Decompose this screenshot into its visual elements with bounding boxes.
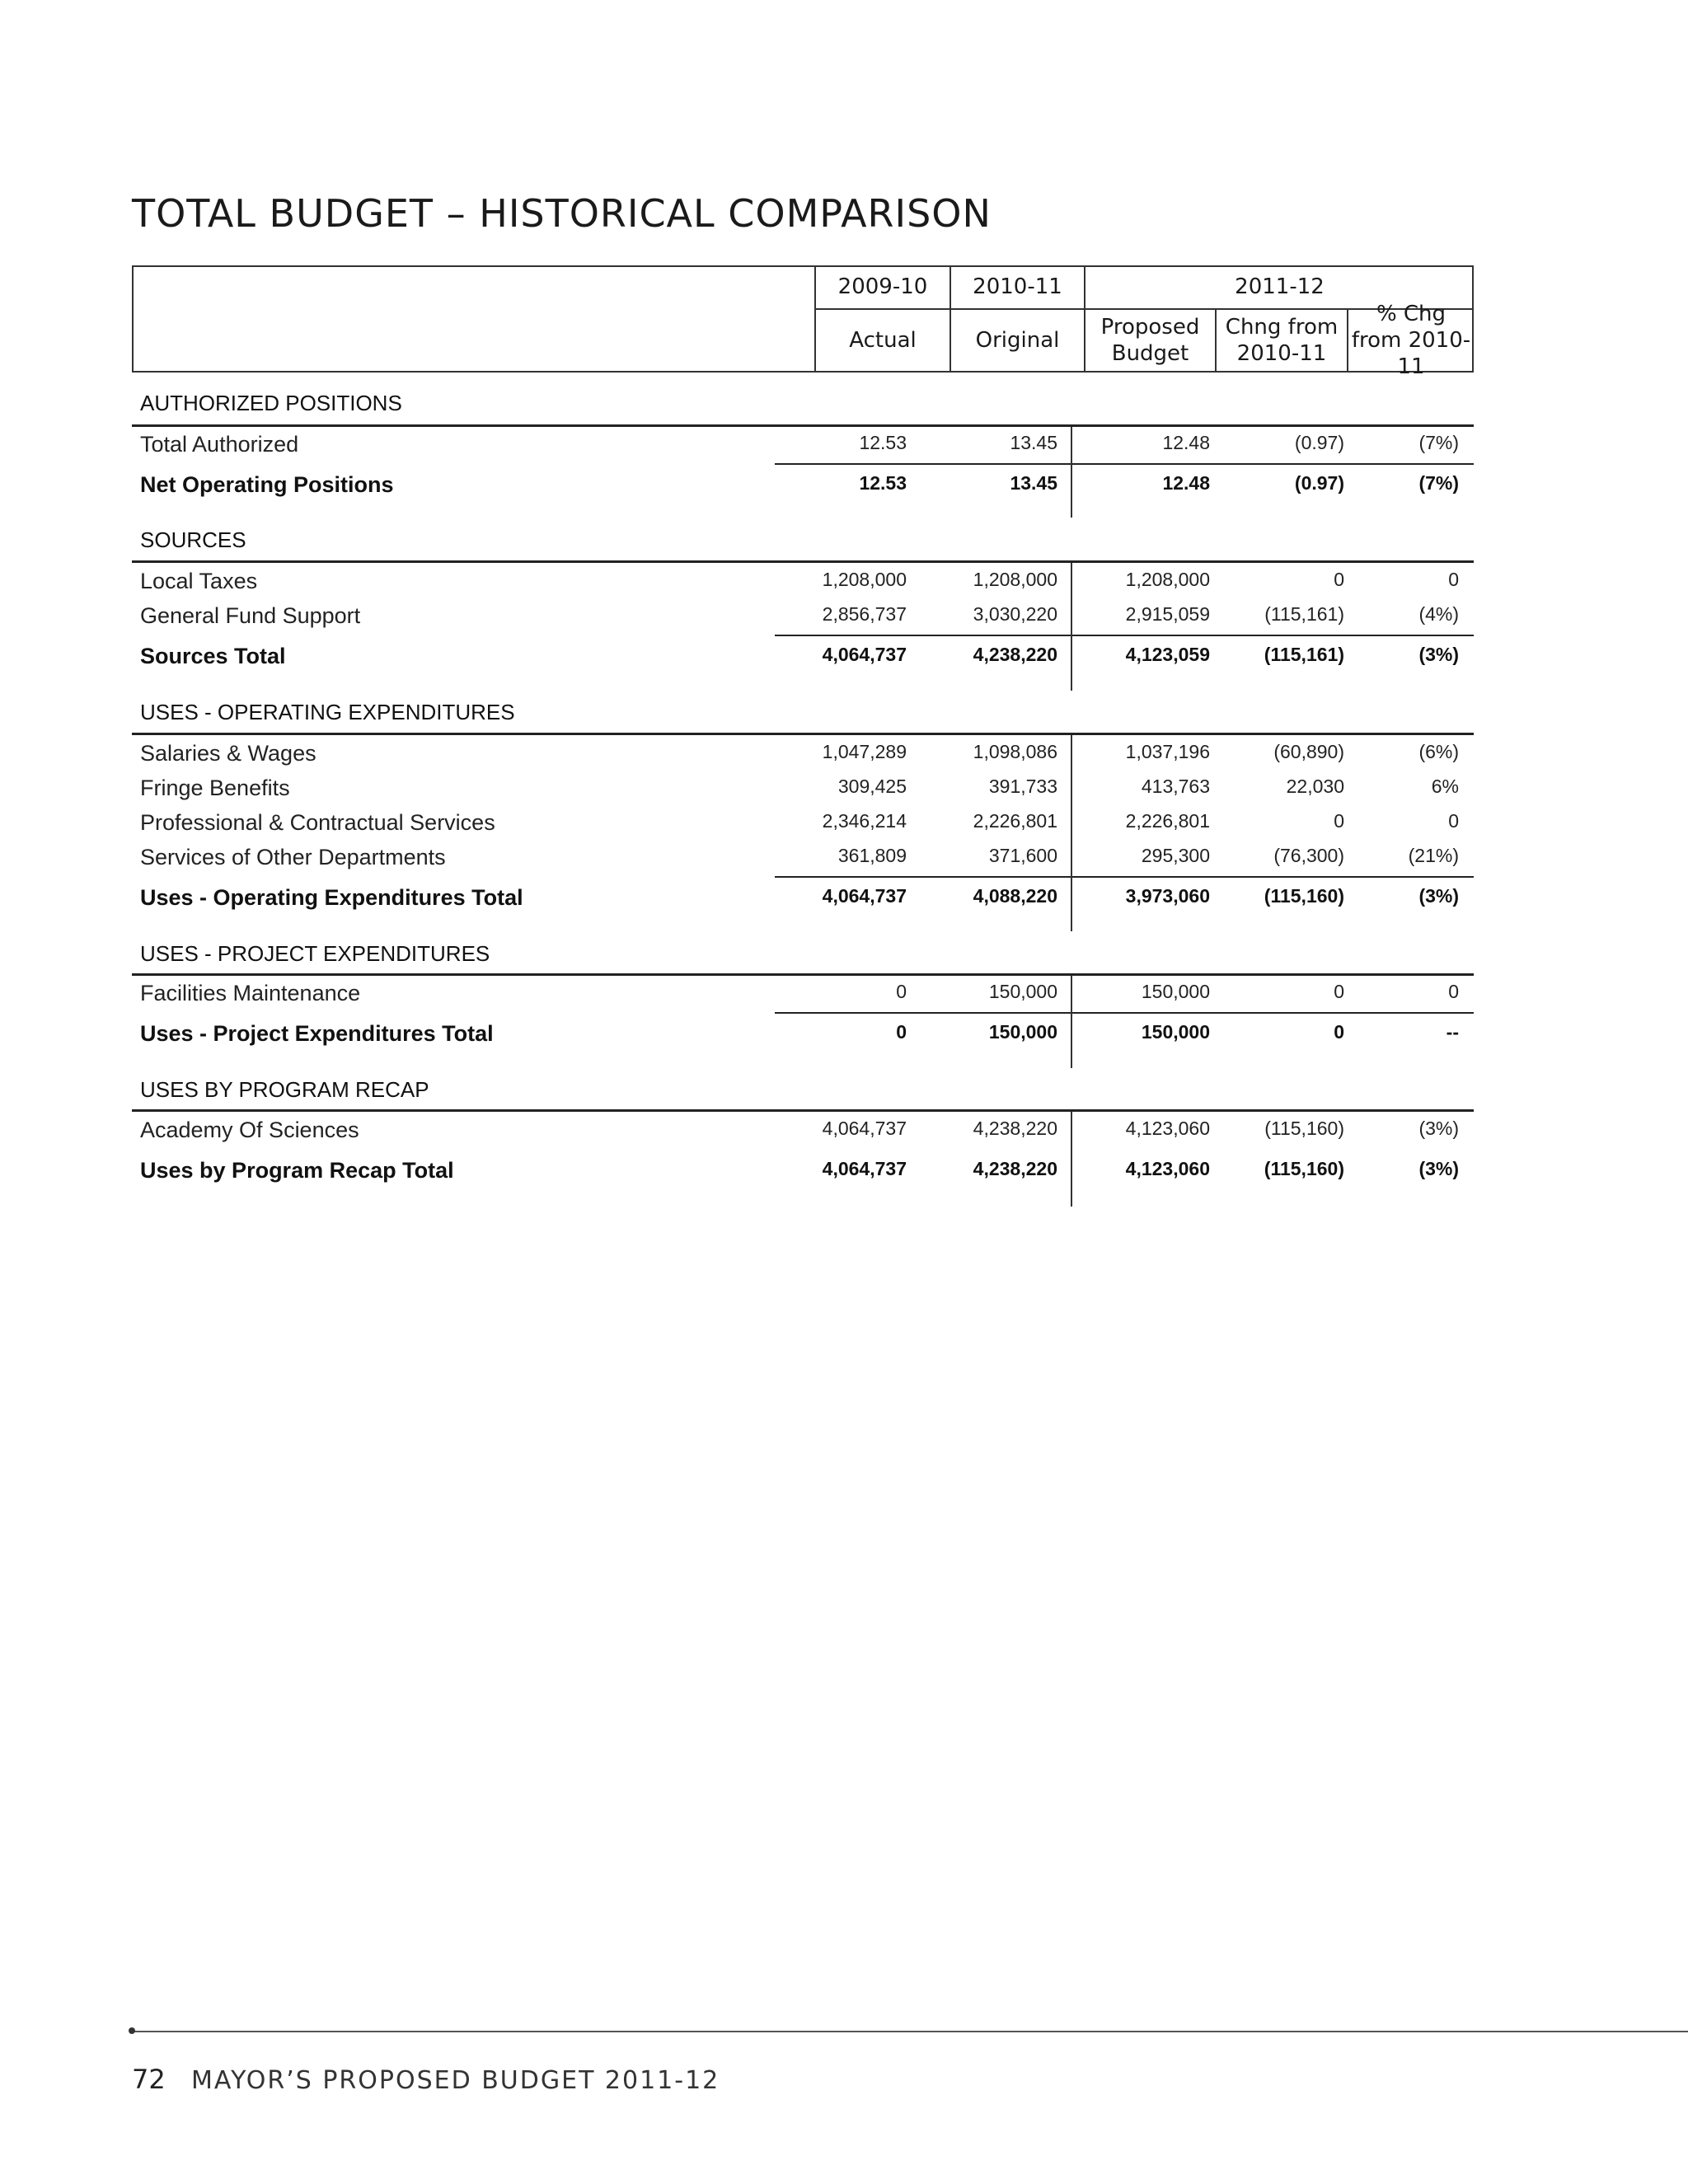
total-2010-11-original: 150,000 (988, 1021, 1057, 1043)
column-header-table (132, 265, 1474, 379)
total-2011-12-proposed: 4,123,060 (1125, 1158, 1210, 1179)
section-title: SOURCES (140, 527, 246, 552)
publication-title: MAYOR’S PROPOSED BUDGET 2011-12 (191, 2066, 720, 2095)
value-2010-11-original: 371,600 (988, 845, 1057, 866)
value-2010-11-original: 1,208,000 (973, 569, 1057, 590)
total-change-from-2010-11: (0.97) (1294, 472, 1344, 494)
value-2011-12-proposed: 1,037,196 (1125, 741, 1210, 762)
value-2011-12-proposed: 1,208,000 (1125, 569, 1210, 590)
total-2011-12-proposed: 150,000 (1141, 1021, 1210, 1043)
value-change-from-2010-11: (60,890) (1273, 741, 1344, 762)
value-2009-10-actual: 361,809 (837, 845, 907, 866)
total-2011-12-proposed: 12.48 (1162, 472, 1210, 494)
value-2011-12-proposed: 12.48 (1162, 432, 1210, 453)
value-change-from-2010-11: 0 (1334, 981, 1344, 1002)
value-2010-11-original: 4,238,220 (973, 1118, 1057, 1139)
value-pct-change: 6% (1431, 776, 1459, 797)
section-title: USES - PROJECT EXPENDITURES (140, 941, 490, 966)
footer-bullet (129, 2027, 135, 2034)
header-year-2010-11: 2010-11 (973, 274, 1062, 300)
row-label: Academy Of Sciences (140, 1118, 359, 1142)
row-label: General Fund Support (140, 603, 361, 628)
row-label: Professional & Contractual Services (140, 810, 495, 835)
value-2011-12-proposed: 2,915,059 (1125, 603, 1210, 625)
value-pct-change: 0 (1448, 810, 1459, 832)
total-2011-12-proposed: 4,123,059 (1125, 644, 1210, 665)
total-row-label: Uses - Operating Expenditures Total (140, 885, 523, 910)
header-proposed-budget: Proposed Budget (1100, 315, 1200, 366)
total-2009-10-actual: 4,064,737 (822, 885, 907, 907)
value-2010-11-original: 1,098,086 (973, 741, 1057, 762)
header-change-from-2010-11: Chng from 2010-11 (1225, 315, 1339, 366)
row-label: Fringe Benefits (140, 776, 290, 800)
value-2011-12-proposed: 2,226,801 (1125, 810, 1210, 832)
total-change-from-2010-11: (115,161) (1264, 644, 1344, 665)
value-2009-10-actual: 12.53 (859, 432, 907, 453)
value-change-from-2010-11: (76,300) (1273, 845, 1344, 866)
total-2010-11-original: 4,238,220 (973, 644, 1057, 665)
value-2009-10-actual: 2,856,737 (822, 603, 907, 625)
row-label: Local Taxes (140, 569, 258, 593)
total-pct-change: (3%) (1418, 1158, 1459, 1179)
value-pct-change: (4%) (1418, 603, 1459, 625)
header-year-2009-10: 2009-10 (837, 274, 928, 300)
value-pct-change: 0 (1448, 569, 1459, 590)
total-row-label: Sources Total (140, 644, 286, 668)
footer-divider (132, 2031, 1688, 2032)
value-change-from-2010-11: 0 (1334, 569, 1344, 590)
total-change-from-2010-11: (115,160) (1264, 1158, 1344, 1179)
header-original: Original (975, 328, 1060, 354)
value-change-from-2010-11: (0.97) (1294, 432, 1344, 453)
value-change-from-2010-11: (115,160) (1264, 1118, 1344, 1139)
header-pct-change-from-2010-11: % Chg from 2010-11 (1351, 302, 1471, 379)
value-2010-11-original: 13.45 (1010, 432, 1057, 453)
section-title: USES - OPERATING EXPENDITURES (140, 700, 515, 724)
section-title: AUTHORIZED POSITIONS (140, 391, 402, 415)
value-2009-10-actual: 4,064,737 (822, 1118, 907, 1139)
value-change-from-2010-11: 0 (1334, 810, 1344, 832)
value-pct-change: (7%) (1418, 432, 1459, 453)
row-label: Facilities Maintenance (140, 981, 361, 1005)
value-2009-10-actual: 2,346,214 (822, 810, 907, 832)
value-change-from-2010-11: 22,030 (1286, 776, 1344, 797)
total-change-from-2010-11: (115,160) (1264, 885, 1344, 907)
row-label: Services of Other Departments (140, 845, 446, 869)
total-2010-11-original: 4,238,220 (973, 1158, 1057, 1179)
section-title: USES BY PROGRAM RECAP (140, 1077, 429, 1102)
total-2009-10-actual: 0 (896, 1021, 907, 1043)
total-2009-10-actual: 12.53 (859, 472, 907, 494)
row-label: Total Authorized (140, 432, 299, 457)
value-2009-10-actual: 1,208,000 (822, 569, 907, 590)
value-2011-12-proposed: 4,123,060 (1125, 1118, 1210, 1139)
total-row-label: Uses by Program Recap Total (140, 1158, 454, 1183)
value-2010-11-original: 3,030,220 (973, 603, 1057, 625)
header-actual: Actual (849, 328, 917, 354)
row-label: Salaries & Wages (140, 741, 316, 766)
total-row-label: Net Operating Positions (140, 472, 394, 497)
total-change-from-2010-11: 0 (1334, 1021, 1344, 1043)
value-2009-10-actual: 309,425 (837, 776, 907, 797)
total-2011-12-proposed: 3,973,060 (1125, 885, 1210, 907)
value-change-from-2010-11: (115,161) (1264, 603, 1344, 625)
value-2011-12-proposed: 150,000 (1141, 981, 1210, 1002)
header-year-2011-12: 2011-12 (1235, 274, 1325, 300)
total-pct-change: (3%) (1418, 885, 1459, 907)
total-2010-11-original: 4,088,220 (973, 885, 1057, 907)
page-number: 72 (132, 2064, 166, 2095)
value-2010-11-original: 2,226,801 (973, 810, 1057, 832)
value-2010-11-original: 150,000 (988, 981, 1057, 1002)
value-2009-10-actual: 1,047,289 (822, 741, 907, 762)
total-pct-change: (7%) (1418, 472, 1459, 494)
page-title: TOTAL BUDGET – HISTORICAL COMPARISON (132, 191, 992, 236)
total-2009-10-actual: 4,064,737 (822, 1158, 907, 1179)
value-2009-10-actual: 0 (896, 981, 907, 1002)
total-pct-change: (3%) (1418, 644, 1459, 665)
total-2010-11-original: 13.45 (1010, 472, 1057, 494)
value-2011-12-proposed: 413,763 (1141, 776, 1210, 797)
total-pct-change: -- (1446, 1021, 1459, 1043)
value-2010-11-original: 391,733 (988, 776, 1057, 797)
value-2011-12-proposed: 295,300 (1141, 845, 1210, 866)
value-pct-change: (6%) (1418, 741, 1459, 762)
value-pct-change: (21%) (1408, 845, 1459, 866)
value-pct-change: (3%) (1418, 1118, 1459, 1139)
total-2009-10-actual: 4,064,737 (822, 644, 907, 665)
total-row-label: Uses - Project Expenditures Total (140, 1021, 494, 1046)
value-pct-change: 0 (1448, 981, 1459, 1002)
